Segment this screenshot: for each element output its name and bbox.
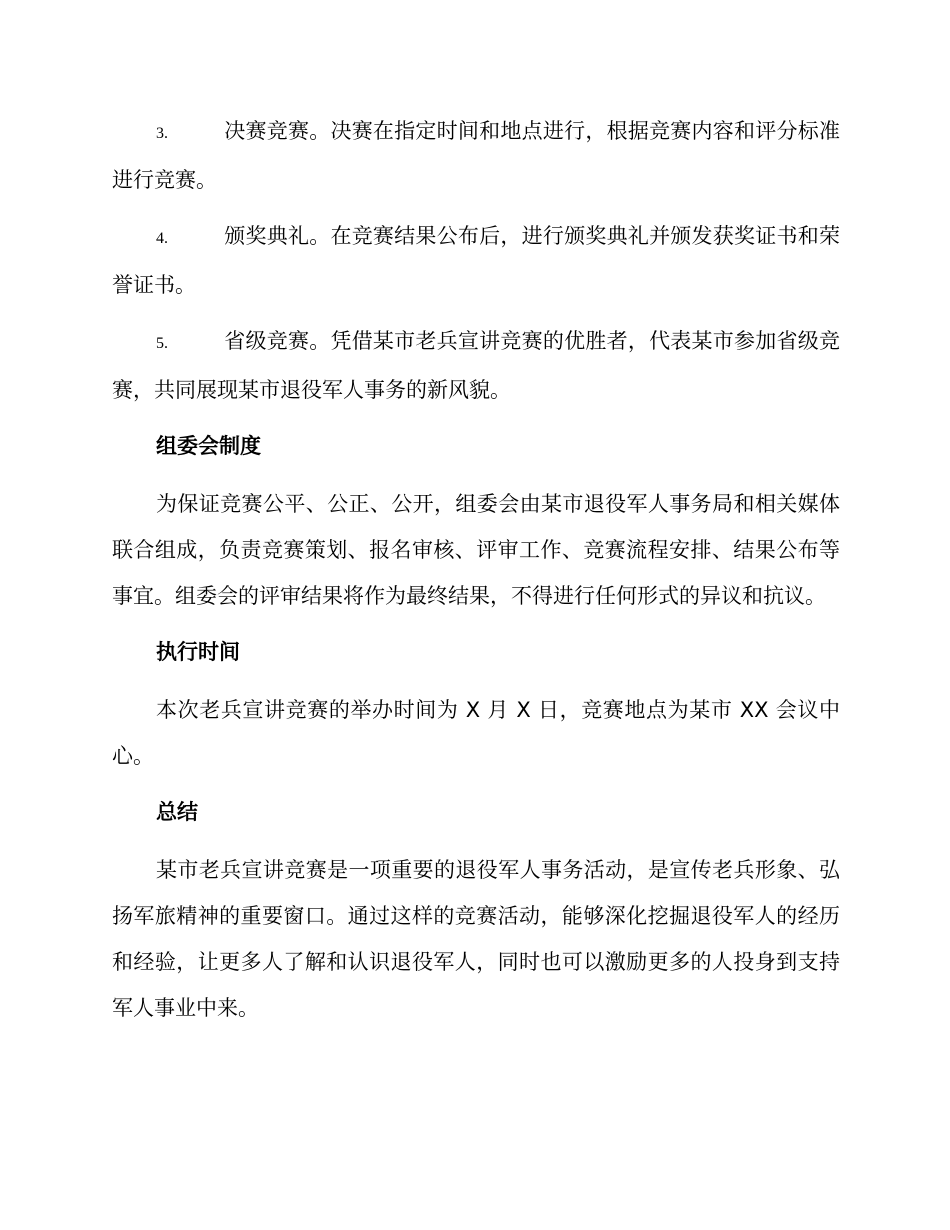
list-number: 3.	[156, 125, 168, 142]
section-paragraph-committee: 为保证竞赛公平、公正、公开，组委会由某市退役军人事务局和相关媒体联合组成，负责竞赛策划、报名审核、评审工作、竞赛流程安排、结果公布等事宜。组委会的评审结果将作为最终结果，不得进行任何形式的异议和抗议。	[112, 492, 840, 608]
list-text: 颁奖典礼。在竞赛结果公布后，进行颁奖典礼并颁发获奖证书和荣誉证书。	[112, 224, 840, 297]
list-number: 4.	[156, 230, 168, 247]
section-paragraph-summary: 某市老兵宣讲竞赛是一项重要的退役军人事务活动，是宣传老兵形象、弘扬军旅精神的重要窗口。通过这样的竞赛活动，能够深化挖掘退役军人的经历和经验，让更多人了解和认识退役军人，同时也可以激励更多的人投身到支持军人事业中来。	[112, 858, 840, 1020]
list-item-3	[112, 108, 840, 203]
list-number: 5.	[156, 335, 168, 352]
list-text: 省级竞赛。凭借某市老兵宣讲竞赛的优胜者，代表某市参加省级竞赛，共同展现某市退役军人事务的新风貌。	[112, 329, 840, 402]
list-text: 决赛竞赛。决赛在指定时间和地点进行，根据竞赛内容和评分标准进行竞赛。	[112, 119, 840, 192]
section-paragraph-schedule: 本次老兵宣讲竞赛的举办时间为 X 月 X 日，竞赛地点为某市 XX 会议中心。	[112, 698, 840, 768]
document-content	[112, 108, 840, 1041]
section-heading-summary: 总结	[156, 800, 198, 824]
section-heading-committee: 组委会制度	[156, 434, 261, 458]
list-item-4	[112, 213, 840, 308]
section-heading-schedule: 执行时间	[156, 640, 240, 664]
list-item-5	[112, 318, 840, 413]
